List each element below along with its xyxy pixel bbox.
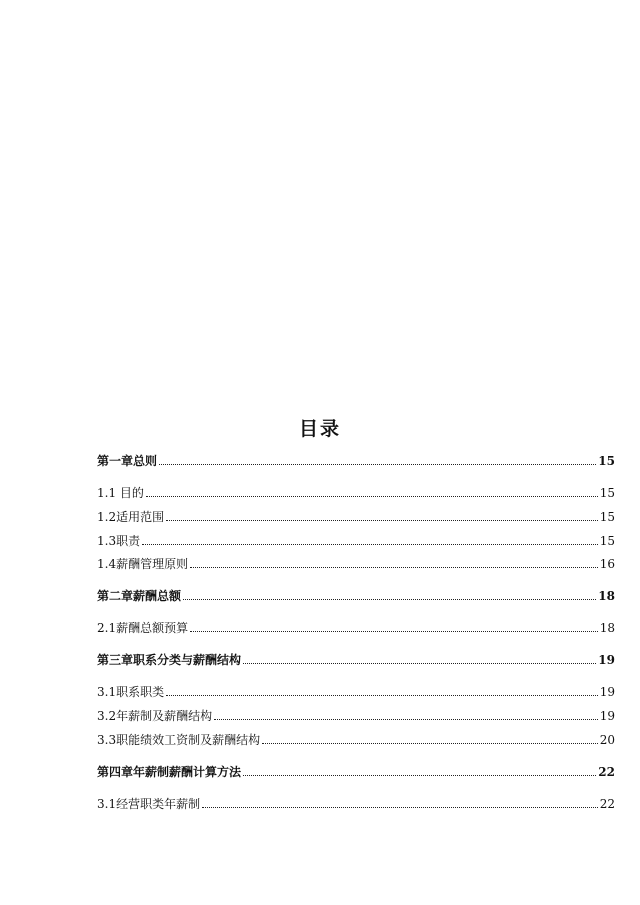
toc-entry-page: 20 [599, 733, 615, 747]
toc-entry-page: 15 [598, 454, 615, 468]
toc-entry-page: 16 [599, 557, 615, 571]
toc-title: 目录 [298, 418, 341, 440]
toc-entry-page: 22 [598, 765, 615, 779]
toc-entry-page: 18 [598, 589, 615, 603]
toc-entry-chapter-3[interactable] [97, 651, 615, 667]
toc-entry-chapter-4[interactable] [97, 763, 615, 779]
toc-entry-page: 19 [598, 653, 615, 667]
toc-entry-4-1[interactable] [97, 795, 615, 811]
toc-entry-page: 18 [599, 621, 615, 635]
toc-entry-page: 19 [599, 709, 615, 723]
toc-entry-label: 1.1 目的 [97, 486, 144, 500]
toc-entry-page: 22 [599, 797, 615, 811]
dot-leader [183, 598, 596, 600]
dot-leader [159, 463, 596, 465]
toc-entry-3-3[interactable] [97, 731, 615, 747]
toc-entry-chapter-1[interactable] [97, 452, 615, 468]
toc-entry-1-3[interactable] [97, 532, 615, 548]
dot-leader [243, 662, 596, 664]
toc-entry-label: 3.2年薪制及薪酬结构 [97, 709, 213, 723]
toc-entry-label: 第四章年薪制薪酬计算方法 [97, 765, 242, 779]
toc-entry-label: 3.1经营职类年薪制 [97, 797, 201, 811]
toc-entry-label: 第一章总则 [97, 454, 158, 468]
toc-entry-1-4[interactable] [97, 555, 615, 571]
dot-leader [190, 630, 598, 632]
dot-leader [142, 543, 598, 545]
toc-entry-label: 1.2适用范围 [97, 510, 165, 524]
toc-entry-label: 3.1职系职类 [97, 685, 165, 699]
toc-entry-label: 2.1薪酬总额预算 [97, 621, 189, 635]
toc-entry-2-1[interactable] [97, 619, 615, 635]
dot-leader [146, 495, 598, 497]
toc-entry-page: 15 [599, 486, 615, 500]
toc-entry-page: 15 [599, 510, 615, 524]
toc-entry-label: 第二章薪酬总额 [97, 589, 182, 603]
dot-leader [166, 694, 598, 696]
dot-leader [243, 774, 596, 776]
toc-entry-label: 3.3职能绩效工资制及薪酬结构 [97, 733, 261, 747]
toc-entry-1-1[interactable] [97, 484, 615, 500]
dot-leader [166, 519, 598, 521]
toc-entry-label: 1.3职责 [97, 534, 141, 548]
toc-entry-3-1[interactable] [97, 683, 615, 699]
toc-entry-page: 19 [599, 685, 615, 699]
toc-entry-page: 15 [599, 534, 615, 548]
toc-entry-chapter-2[interactable] [97, 587, 615, 603]
dot-leader [214, 718, 598, 720]
toc-entry-label: 第三章职系分类与薪酬结构 [97, 653, 242, 667]
toc-entry-3-2[interactable] [97, 707, 615, 723]
dot-leader [262, 742, 598, 744]
dot-leader [190, 566, 598, 568]
toc-entry-1-2[interactable] [97, 508, 615, 524]
dot-leader [202, 806, 598, 808]
toc-entry-label: 1.4薪酬管理原则 [97, 557, 189, 571]
